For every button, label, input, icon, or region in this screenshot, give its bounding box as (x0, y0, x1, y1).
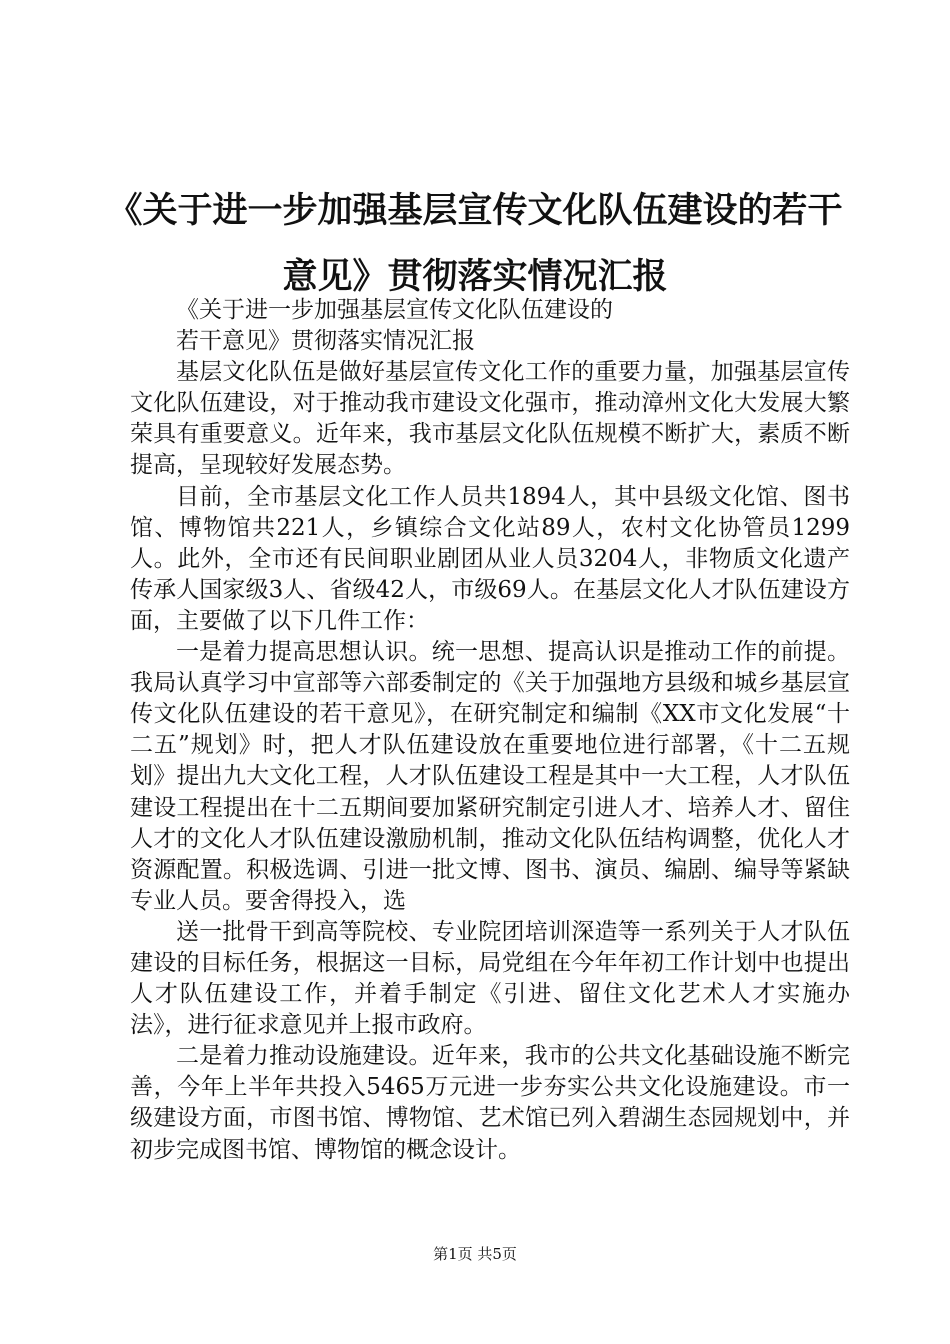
subtitle-line-1: 《关于进一步加强基层宣传文化队伍建设的 (176, 297, 613, 323)
document-title: 《关于进一步加强基层宣传文化队伍建设的若干意见》贯彻落实情况汇报 (107, 191, 843, 297)
paragraph-point-one-continued: 送一批骨干到高等院校、专业院团培训深造等一系列关于人才队伍建设的目标任务，根据这一目标，局党组在今年年初工作计划中也提出人才队伍建设工作，并着手制定《引进、留住文化艺术人才实施办法》，进行征求意见并上报市政府。 (130, 918, 850, 1039)
paragraph-point-one: 一是着力提高思想认识。统一思想、提高认识是推动工作的前提。我局认真学习中宣部等六部委制定的《关于加强地方县级和城乡基层宣传文化队伍建设的若干意见》，在研究制定和编制《XX市文化发展“十二五”规划》时，把人才队伍建设放在重要地位进行部署，《十二五规划》提出九大文化工程，人才队伍建设工程是其中一大工程，人才队伍建设工程提出在十二五期间要加紧研究制定引进人才、培养人才、留住人才的文化人才队伍建设激励机制，推动文化队伍结构调整，优化人才资源配置。积极选调、引进一批文博、图书、演员、编剧、编导等紧缺专业人员。要舍得投入，选 (130, 639, 850, 914)
document-body (130, 295, 850, 1166)
page-footer: 第1页 共5页 (433, 1245, 517, 1263)
subtitle-line-2: 若干意见》贯彻落实情况汇报 (176, 328, 475, 355)
paragraph-intro: 基层文化队伍是做好基层宣传文化工作的重要力量，加强基层宣传文化队伍建设，对于推动我市建设文化强市，推动漳州文化大发展大繁荣具有重要意义。近年来，我市基层文化队伍规模不断扩大，素质不断提高，呈现较好发展态势。 (130, 359, 850, 479)
paragraph-point-two: 二是着力推动设施建设。近年来，我市的公共文化基础设施不断完善，今年上半年共投入5465万元进一步夯实公共文化设施建设。市一级建设方面，市图书馆、博物馆、艺术馆已列入碧湖生态园规划中，并初步完成图书馆、博物馆的概念设计。 (130, 1043, 850, 1163)
paragraph-statistics: 目前，全市基层文化工作人员共1894人，其中县级文化馆、图书馆、博物馆共221人，乡镇综合文化站89人，农村文化协管员1299人。此外，全市还有民间职业剧团从业人员3204人，非物质文化遗产传承人国家级3人、省级42人，市级69人。在基层文化人才队伍建设方面，主要做了以下几件工作： (130, 483, 850, 634)
